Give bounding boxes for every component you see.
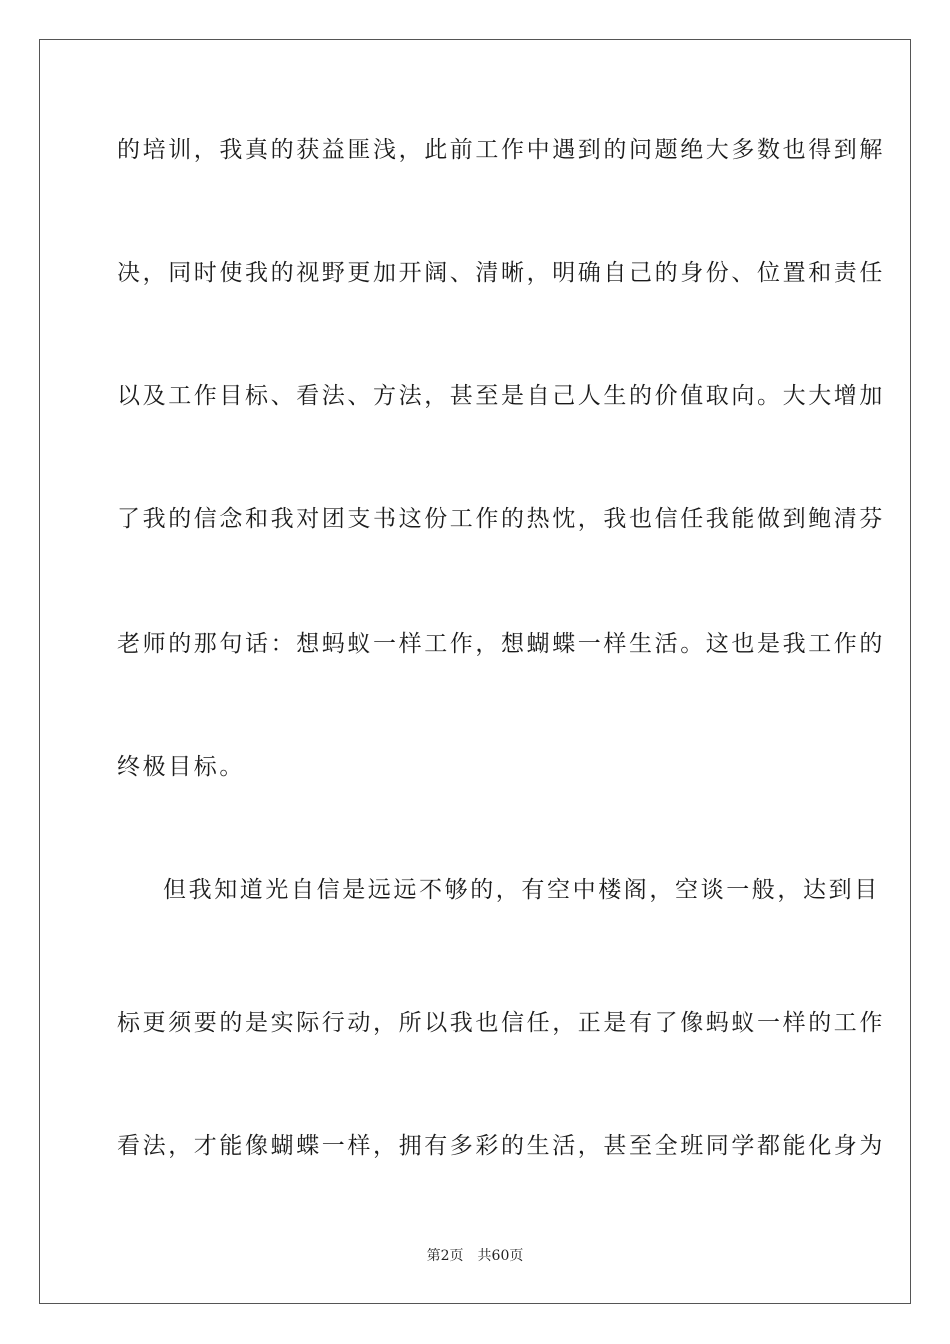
page-footer bbox=[0, 1247, 950, 1265]
page-border bbox=[39, 39, 911, 1304]
body-text-line: 老师的那句话：想蚂蚁一样工作，想蝴蝶一样生活。这也是我工作的 bbox=[117, 631, 885, 657]
page-number: 第2页 bbox=[426, 1248, 464, 1264]
body-text-line: 但我知道光自信是远远不够的，有空中楼阁，空谈一般，达到目 bbox=[163, 877, 880, 903]
body-text-line: 终极目标。 bbox=[117, 754, 245, 780]
body-text-line: 了我的信念和我对团支书这份工作的热忱，我也信任我能做到鲍清芬 bbox=[117, 506, 885, 532]
body-text-line: 看法，才能像蝴蝶一样，拥有多彩的生活，甚至全班同学都能化身为 bbox=[117, 1133, 885, 1159]
body-text-line: 以及工作目标、看法、方法，甚至是自己人生的价值取向。大大增加 bbox=[117, 383, 885, 409]
body-text-line: 决，同时使我的视野更加开阔、清晰，明确自己的身份、位置和责任 bbox=[117, 260, 885, 286]
body-text-line: 标更须要的是实际行动，所以我也信任，正是有了像蚂蚁一样的工作 bbox=[117, 1010, 885, 1036]
body-text-line: 的培训，我真的获益匪浅，此前工作中遇到的问题绝大多数也得到解 bbox=[117, 137, 885, 163]
page-total: 共60页 bbox=[477, 1248, 524, 1264]
